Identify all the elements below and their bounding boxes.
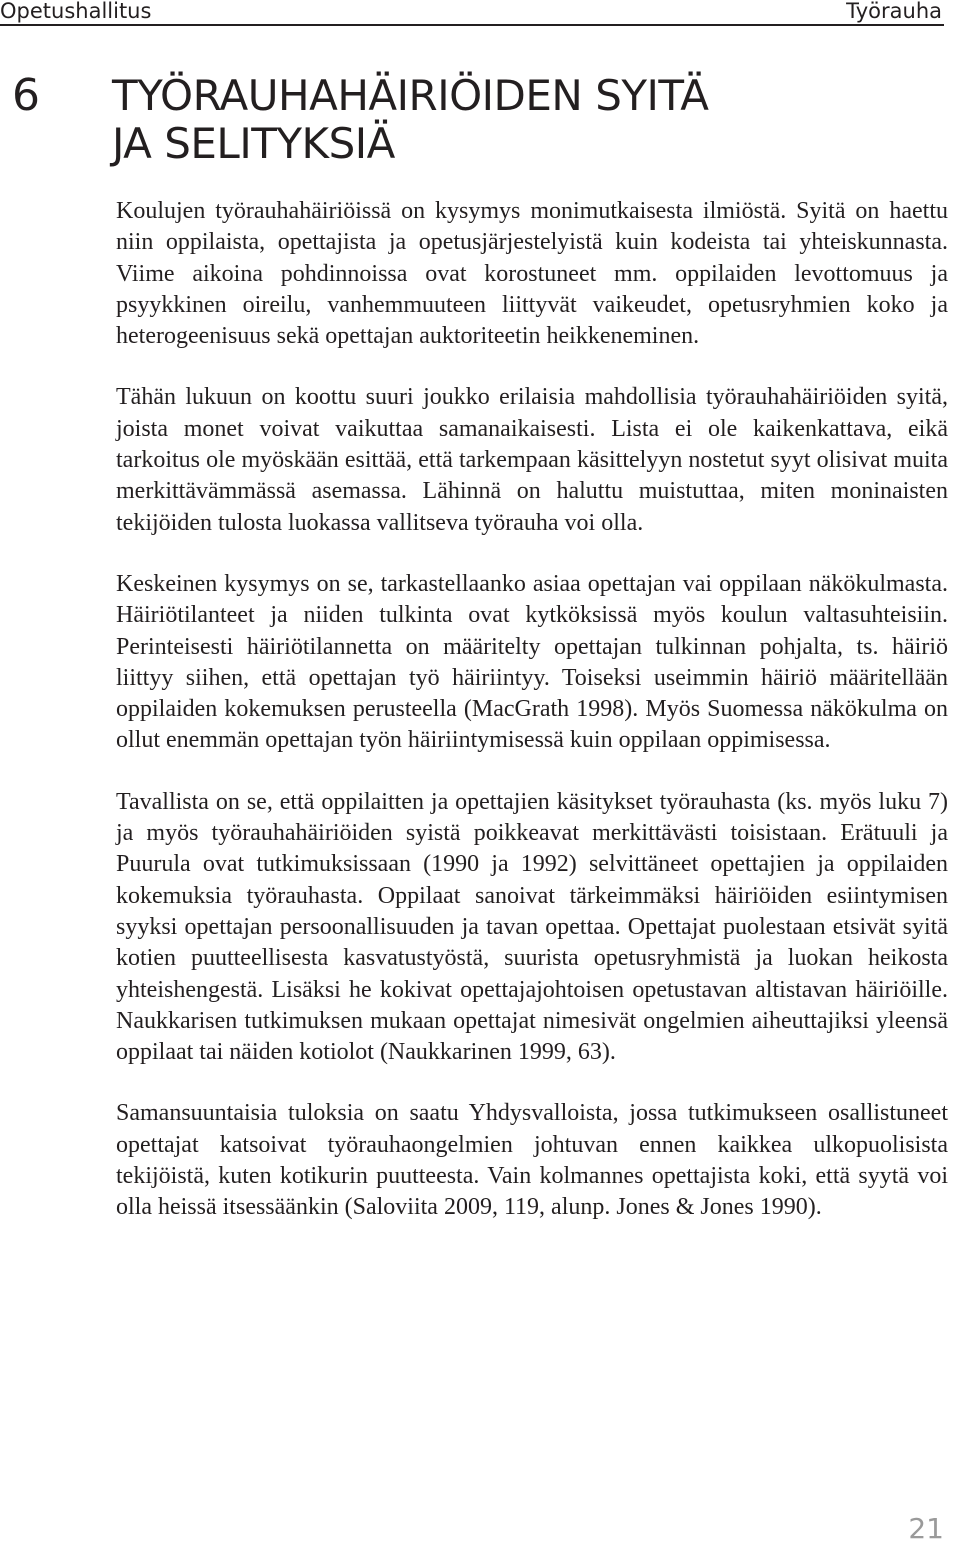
chapter-title xyxy=(112,72,912,168)
chapter-body xyxy=(116,196,948,1254)
document-title: Työrauha xyxy=(846,0,942,23)
paragraph-3: Keskeinen kysymys on se, tarkastellaanko asiaa opettajan vai oppilaan näkökulmasta. Häiriötilanteet ja niiden tulkinta ovat kytköksissä myös koulun valtasuhteisiin. Perinteisesti häiriötilannetta on määritelty opettajan tulkinnan pohjalta, ts. häiriö liittyy siihen, että opettajan työ häiriintyy. Toiseksi useimmin häiriö määritellään oppilaiden kokemuksen perusteella (MacGrath 1998). Myös Suomessa näkökulma on ollut enemmän opettajan työn häiriintymisessä kuin oppilaan oppimisessa. xyxy=(116,570,948,754)
chapter-number: 6 xyxy=(12,70,40,121)
header-divider xyxy=(0,24,944,26)
publisher-name: Opetushallitus xyxy=(0,0,152,23)
running-header xyxy=(0,0,960,26)
paragraph-1: Koulujen työrauhahäiriöissä on kysymys monimutkaisesta ilmiöstä. Syitä on haettu niin oppilaista, opettajista ja opetusjärjestelyistä kuin kodeista tai yhteiskunnasta. Viime aikoina pohdinnoissa ovat korostuneet mm. oppilaiden levottomuus ja psyykkinen oireilu, vanhemmuuteen liittyvät vaikeudet, opetusryhmien koko ja heterogeenisuus sekä opettajan auktoriteetin heikkeneminen. xyxy=(116,198,948,350)
page-number: 21 xyxy=(908,1512,944,1545)
paragraph-4: Tavallista on se, että oppilaitten ja opettajien käsitykset työrauhasta (ks. myös luku 7) ja myös työrauhahäiriöiden syistä poikkeavat merkittävästi toisistaan. Erätuuli ja Puurula ovat tutkimuksissaan (1990 ja 1992) selvittäneet opettajien ja oppilaiden kokemuksia työrauhasta. Oppilaat sanoivat tärkeimmäksi häiriöiden esiintymisen syyksi opettajan persoonallisuuden ja tavan opettaa. Opettajat puolestaan etsivät syitä kotien puutteellisesta kasvatustyöstä, suurista opetusryhmistä ja luokan heikosta yhteishengestä. Lisäksi he kokivat opettajajohtoisen opetustavan altistavan häiriöille. Naukkarisen tutkimuksen mukaan opettajat nimesivät ongelmien aiheuttajiksi yleensä oppilaat tai näiden kotiolot (Naukkarinen 1999, 63). xyxy=(116,788,948,1066)
chapter-title-line-2: JA SELITYKSIÄ xyxy=(112,119,395,168)
paragraph-5: Samansuuntaisia tuloksia on saatu Yhdysvalloista, jossa tutkimukseen osallistuneet opettajat katsoivat työrauhaongelmien johtuvan ennen kaikkea ulkopuolisista tekijöistä, kuten kotikurin puutteesta. Vain kolmannes opettajista koki, että syytä voi olla heissä itsessäänkin (Saloviita 2009, 119, alunp. Jones & Jones 1990). xyxy=(116,1100,948,1221)
chapter-title-line-1: TYÖRAUHAHÄIRIÖIDEN SYITÄ xyxy=(112,71,709,120)
paragraph-2: Tähän lukuun on koottu suuri joukko erilaisia mahdollisia työrauhahäiriöiden syitä, joista monet voivat vaikuttaa samanaikaisesti. Lista ei ole kaikenkattava, eikä tarkoitus ole myöskään esittää, että tarkempaan käsittelyyn nostetut syyt olisivat muita merkittävämmässä asemassa. Lähinnä on haluttu muistuttaa, miten moninaisten tekijöiden tulosta luokassa vallitseva työrauha voi olla. xyxy=(116,384,948,536)
